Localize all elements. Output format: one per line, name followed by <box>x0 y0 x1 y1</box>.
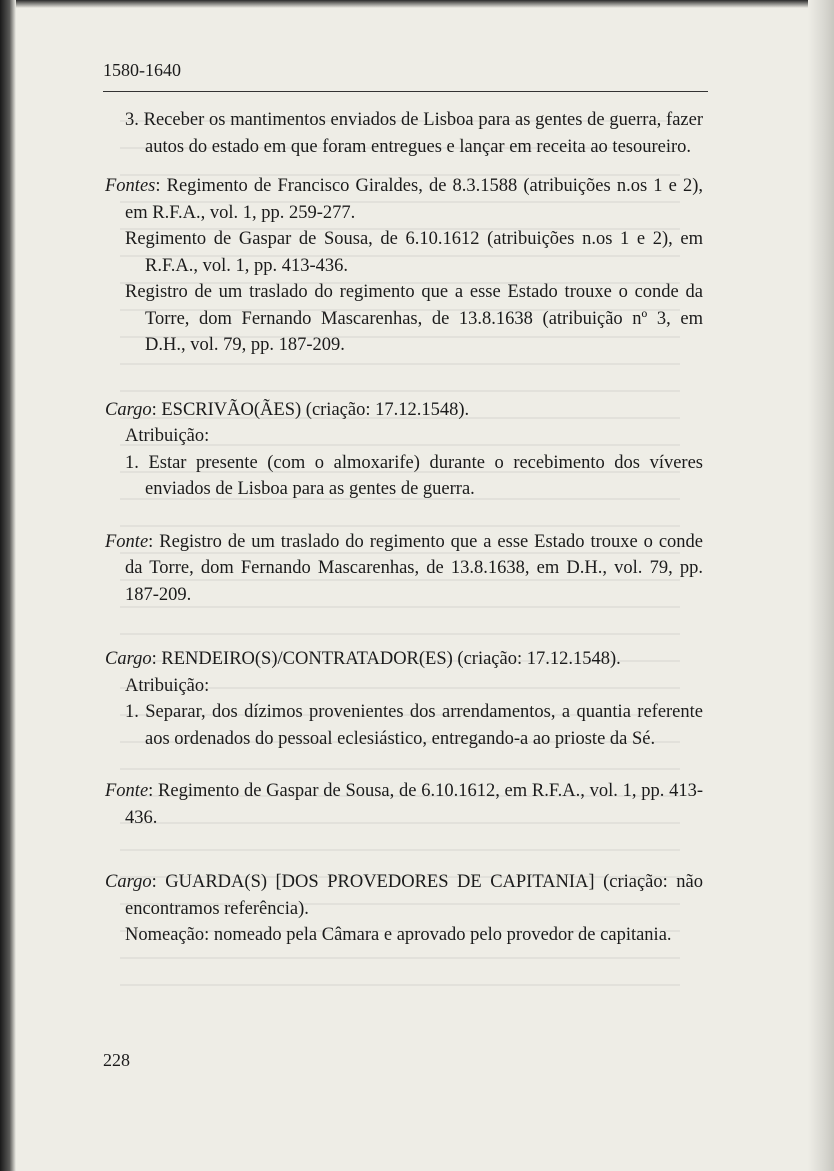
sources-entry-3: Registro de um traslado do regimento que a esse Estado trouxe o conde da Torre, dom Fernando Mascarenhas, de 13.8.1638 (atribuição nº 3, em D.H., vol. 79, pp. 187-209. <box>125 282 703 355</box>
appointment-text: Nomeação: nomeado pela Câmara e aprovado pelo provedor de capitania. <box>125 925 672 945</box>
header-rule <box>103 91 708 92</box>
attribution-heading: Atribuição: <box>125 426 210 446</box>
attribution-item-1: 1. Estar presente (com o almoxarife) durante o recebimento dos víveres enviados de Lisboa para as gentes de guerra. <box>125 452 703 499</box>
scan-right-edge <box>808 0 834 1171</box>
source-entry <box>105 529 703 609</box>
source-text: : Registro de um traslado do regimento que a esse Estado trouxe o conde da Torre, dom Fernando Mascarenhas, de 13.8.1638, em D.H., vol. 79, pp. 187-209. <box>125 531 703 605</box>
cargo-rendeiro <box>105 646 703 673</box>
source-entry <box>105 778 703 831</box>
cargo-text: : RENDEIRO(S)/CONTRATADOR(ES) (criação: 17.12.1548). <box>151 649 621 669</box>
sources-label: Fontes <box>105 176 156 196</box>
source-label: Fonte <box>105 531 149 552</box>
attribution-item-3: 3. Receber os mantimentos enviados de Lisboa para as gentes de guerra, fazer autos do estado em que foram entregues e lançar em receita ao tesoureiro. <box>125 110 703 157</box>
cargo-guarda <box>105 869 703 922</box>
cargo-escrivao <box>105 397 703 424</box>
sources-entry-1 <box>105 173 703 226</box>
cargo-label: Cargo <box>105 872 152 892</box>
source-label: Fonte <box>105 781 149 801</box>
scan-top-edge <box>0 0 834 8</box>
page-body <box>105 107 703 949</box>
scan-left-edge <box>0 0 16 1171</box>
cargo-text: : GUARDA(S) [DOS PROVEDORES DE CAPITANIA] (criação: não encontramos referência). <box>125 872 703 919</box>
page-number: 228 <box>103 1050 130 1070</box>
cargo-label: Cargo <box>105 649 152 669</box>
source-text: : Regimento de Gaspar de Sousa, de 6.10.1612, em R.F.A., vol. 1, pp. 413-436. <box>125 781 703 828</box>
sources-entry-2: Regimento de Gaspar de Sousa, de 6.10.1612 (atribuições n.os 1 e 2), em R.F.A., vol. 1, pp. 413-436. <box>125 229 703 276</box>
sources-text-1: : Regimento de Francisco Giraldes, de 8.3.1588 (atribuições n.os 1 e 2), em R.F.A., vol. 1, pp. 259-277. <box>125 176 703 223</box>
cargo-text: : ESCRIVÃO(ÃES) (criação: 17.12.1548). <box>151 399 470 420</box>
cargo-label: Cargo <box>105 399 152 420</box>
attribution-item-1: 1. Separar, dos dízimos provenientes dos arrendamentos, a quantia referente aos ordenados do pessoal eclesiástico, entregando-a ao prioste da Sé. <box>125 702 703 749</box>
running-header: 1580-1640 <box>103 60 181 80</box>
attribution-heading: Atribuição: <box>125 675 210 696</box>
